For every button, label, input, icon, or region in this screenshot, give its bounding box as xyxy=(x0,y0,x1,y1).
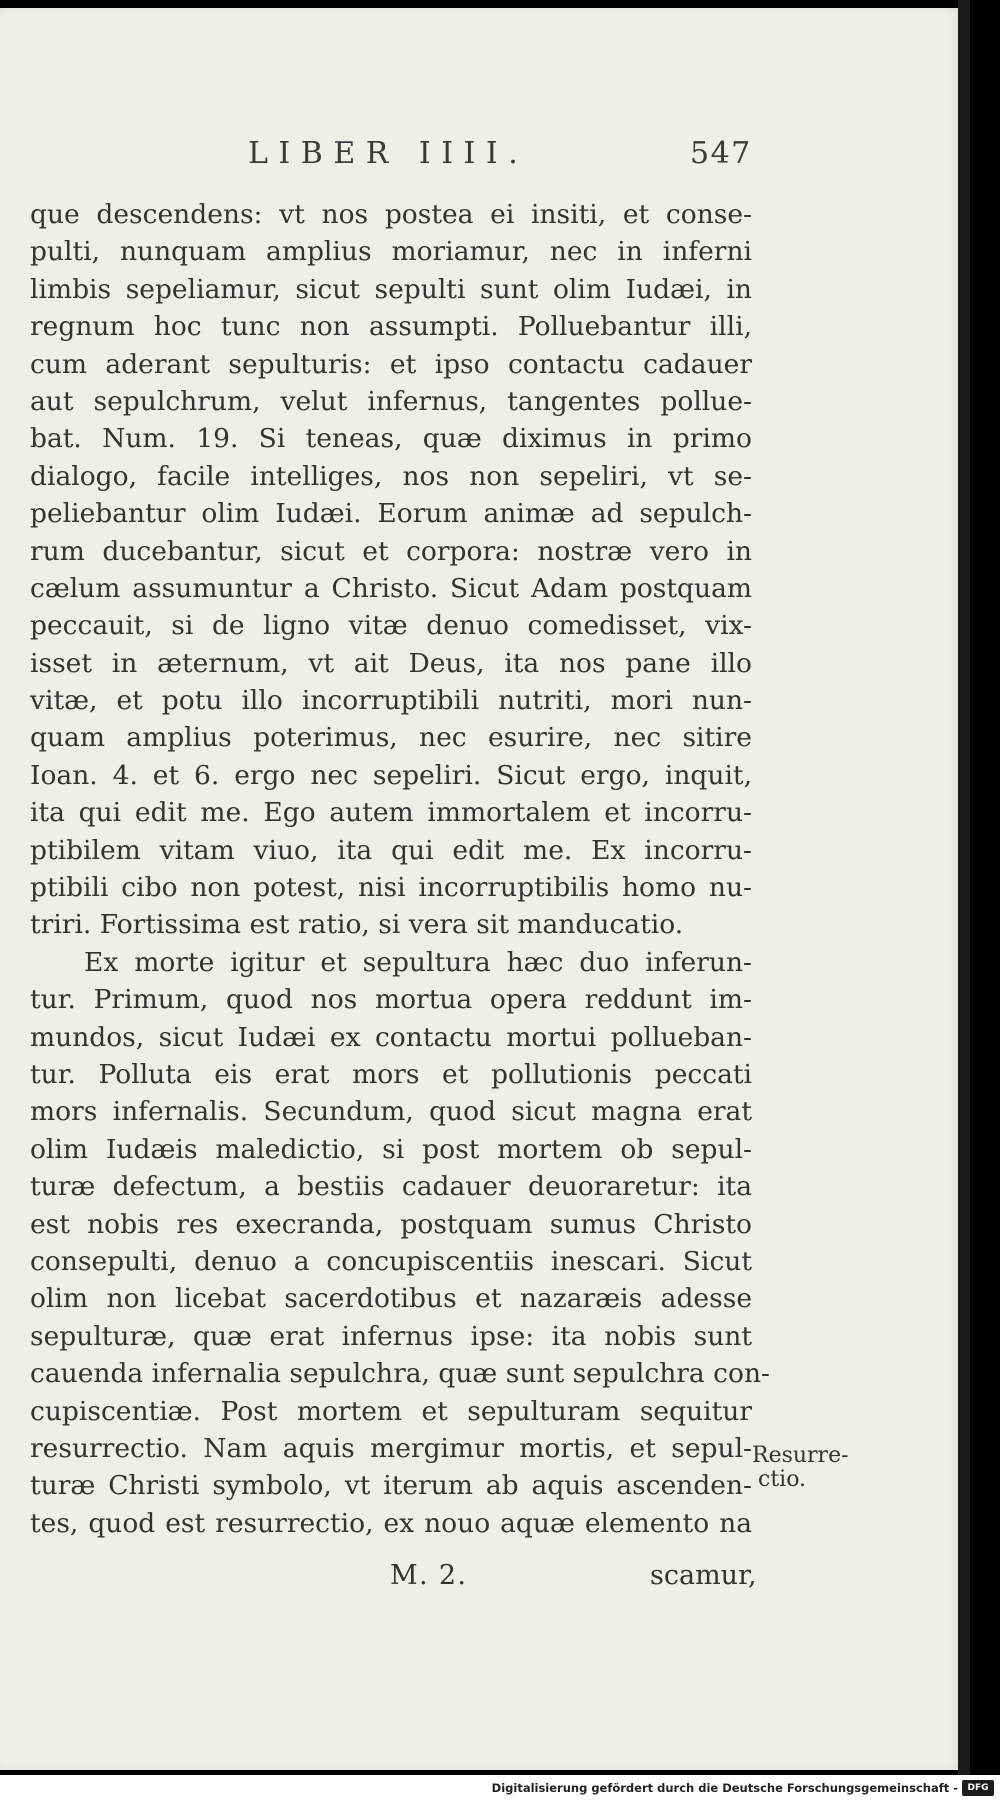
text-line: tur. Primum, quod nos mortua opera reddunt im- xyxy=(30,984,752,1016)
text-line: isset in æternum, vt ait Deus, ita nos pane illo xyxy=(30,647,752,679)
text-line: consepulti, denuo a concupiscentiis inescari. Sicut xyxy=(30,1245,752,1277)
text-line: cum aderant sepulturis: et ipso contactu cadauer xyxy=(30,348,752,380)
catchword: scamur, xyxy=(650,1560,757,1591)
text-line: pulti, nunquam amplius moriamur, nec in inferni xyxy=(30,236,752,268)
text-line: tes, quod est resurrectio, ex nouo aquæ elemento na xyxy=(30,1507,752,1539)
page-header xyxy=(0,136,962,176)
text-line: rum ducebantur, sicut et corpora: nostræ vero in xyxy=(30,535,752,567)
text-line: cælum assumuntur a Christo. Sicut Adam postquam xyxy=(30,572,752,604)
page-number: 547 xyxy=(690,136,752,171)
text-line: mors infernalis. Secundum, quod sicut magna erat xyxy=(30,1096,752,1128)
body-text xyxy=(30,196,770,1542)
marginal-note xyxy=(752,1444,862,1492)
running-head: LIBER IIII. xyxy=(248,136,529,171)
text-line: vitæ, et potu illo incorruptibili nutriti, mori nun- xyxy=(30,685,752,717)
text-line: ptibili cibo non potest, nisi incorruptibilis homo nu- xyxy=(30,872,752,904)
text-line: regnum hoc tunc non assumpti. Polluebantur illi, xyxy=(30,311,752,343)
text-line: triri. Fortissima est ratio, si vera sit manducatio. xyxy=(30,909,684,941)
text-line: Ex morte igitur et sepultura hæc duo inferun- xyxy=(84,946,752,978)
text-line: dialogo, facile intelliges, nos non sepeliri, vt se- xyxy=(30,460,752,492)
text-line: turæ Christi symbolo, vt iterum ab aquis ascenden- xyxy=(30,1470,752,1502)
marginal-note-line: ctio. xyxy=(758,1467,807,1492)
text-line: mundos, sicut Iudæi ex contactu mortui pollueban- xyxy=(30,1021,752,1053)
text-line: ptibilem vitam viuo, ita qui edit me. Ex incorru- xyxy=(30,834,752,866)
text-line: olim non licebat sacerdotibus et nazaræis adesse xyxy=(30,1283,752,1315)
text-line: turæ defectum, a bestiis cadauer deuoraretur: ita xyxy=(30,1171,752,1203)
marginal-note-line: Resurre- xyxy=(752,1443,849,1468)
signature-mark: M. 2. xyxy=(390,1560,468,1591)
text-line: Ioan. 4. et 6. ergo nec sepeliri. Sicut ergo, inquit, xyxy=(30,759,752,791)
text-line: est nobis res execranda, postquam sumus Christo xyxy=(30,1208,752,1240)
digitization-footer xyxy=(0,1775,1000,1803)
text-line: ita qui edit me. Ego autem immortalem et incorru- xyxy=(30,797,752,829)
text-line: limbis sepeliamur, sicut sepulti sunt olim Iudæi, in xyxy=(30,273,752,305)
page-edge-shadow xyxy=(958,0,970,1775)
text-line: peliebantur olim Iudæi. Eorum animæ ad sepulch- xyxy=(30,498,752,530)
text-line: quam amplius poterimus, nec esurire, nec sitire xyxy=(30,722,752,754)
text-line: cupiscentiæ. Post mortem et sepulturam sequitur xyxy=(30,1395,752,1427)
text-line: bat. Num. 19. Si teneas, quæ diximus in primo xyxy=(30,423,752,455)
text-line: cauenda infernalia sepulchra, quæ sunt sepulchra con- xyxy=(30,1358,770,1390)
text-line: peccauit, si de ligno vitæ denuo comedisset, vix- xyxy=(30,610,752,642)
text-line: olim Iudæis maledictio, si post mortem ob sepul- xyxy=(30,1133,752,1165)
book-page xyxy=(0,8,962,1770)
text-line: resurrectio. Nam aquis mergimur mortis, et sepul- xyxy=(30,1432,752,1464)
text-line: sepulturæ, quæ erat infernus ipse: ita nobis sunt xyxy=(30,1320,752,1352)
text-line: tur. Polluta eis erat mors et pollutionis peccati xyxy=(30,1058,752,1090)
text-line: que descendens: vt nos postea ei insiti, et conse- xyxy=(30,199,752,230)
dfg-logo-icon: DFG xyxy=(962,1780,994,1796)
footer-credit: Digitalisierung gefördert durch die Deutsche Forschungsgemeinschaft - xyxy=(491,1781,958,1795)
text-line: aut sepulchrum, velut infernus, tangentes pollue- xyxy=(30,385,752,417)
